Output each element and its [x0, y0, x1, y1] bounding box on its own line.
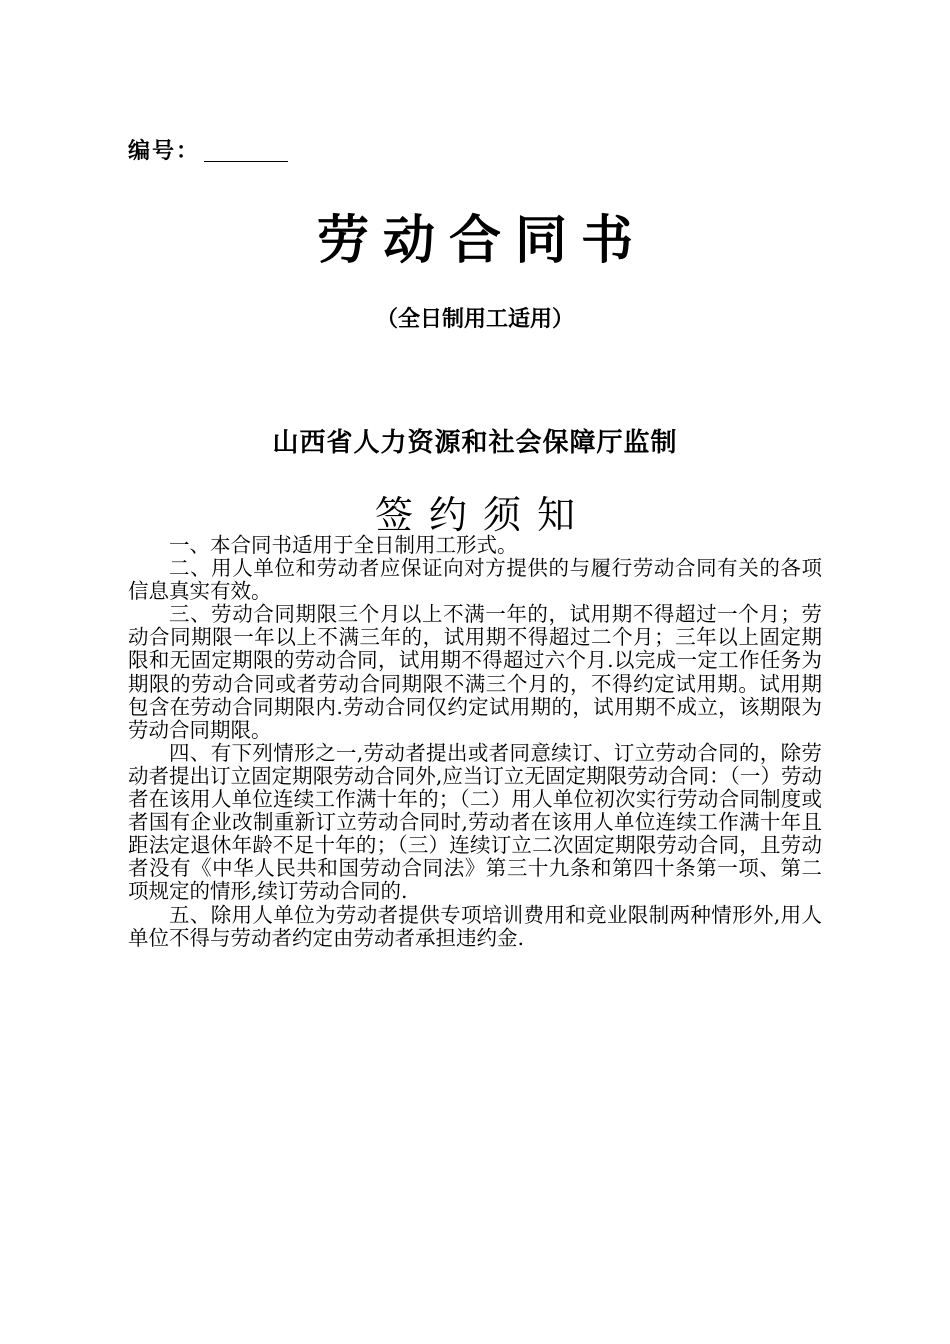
document-subtitle: （全日制用工适用）: [375, 307, 574, 332]
notice-body: [128, 534, 822, 950]
notice-item-5: 五、除用人单位为劳动者提供专项培训费用和竞业限制两种情形外,用人单位不得与劳动者约定由劳动者承担违约金.: [128, 902, 822, 950]
notice-item-4: 四、有下列情形之一,劳动者提出或者同意续订、订立劳动合同的，除劳动者提出订立固定期限劳动合同外,应当订立无固定期限劳动合同：（一）劳动者在该用人单位连续工作满十年的；（二）用人单位初次实行劳动合同制度或者国有企业改制重新订立劳动合同时,劳动者在该用人单位连续工作满十年且距法定退休年龄不足十年的；（三）连续订立二次固定期限劳动合同，且劳动者没有《中华人民共和国劳动合同法》第三十九条和第四十条第一项、第二项规定的情形,续订劳动合同的.: [128, 740, 822, 904]
supervisor-line: 山西省人力资源和社会保障厅监制: [272, 428, 678, 458]
contract-number-blank: [204, 141, 288, 162]
contract-number-label: 编号：: [128, 139, 201, 164]
notice-item-3: 三、劳动合同期限三个月以上不满一年的，试用期不得超过一个月；劳动合同期限一年以上不满三年的，试用期不得超过二个月；三年以上固定期限和无固定期限的劳动合同，试用期不得超过六个月.以完成一定工作任务为期限的劳动合同或者劳动合同期限不满三个月的，不得约定试用期。试用期包含在劳动合同期限内.劳动合同仅约定试用期的，试用期不成立，该期限为劳动合同期限。: [128, 602, 822, 742]
notice-item-1: 一、本合同书适用于全日制用工形式。: [169, 533, 518, 557]
notice-title: 签约须知: [374, 493, 591, 537]
contract-number: [128, 134, 288, 165]
notice-item-2: 二、用人单位和劳动者应保证向对方提供的与履行劳动合同有关的各项信息真实有效。: [128, 556, 822, 604]
document-title: 劳动合同书: [316, 210, 647, 271]
